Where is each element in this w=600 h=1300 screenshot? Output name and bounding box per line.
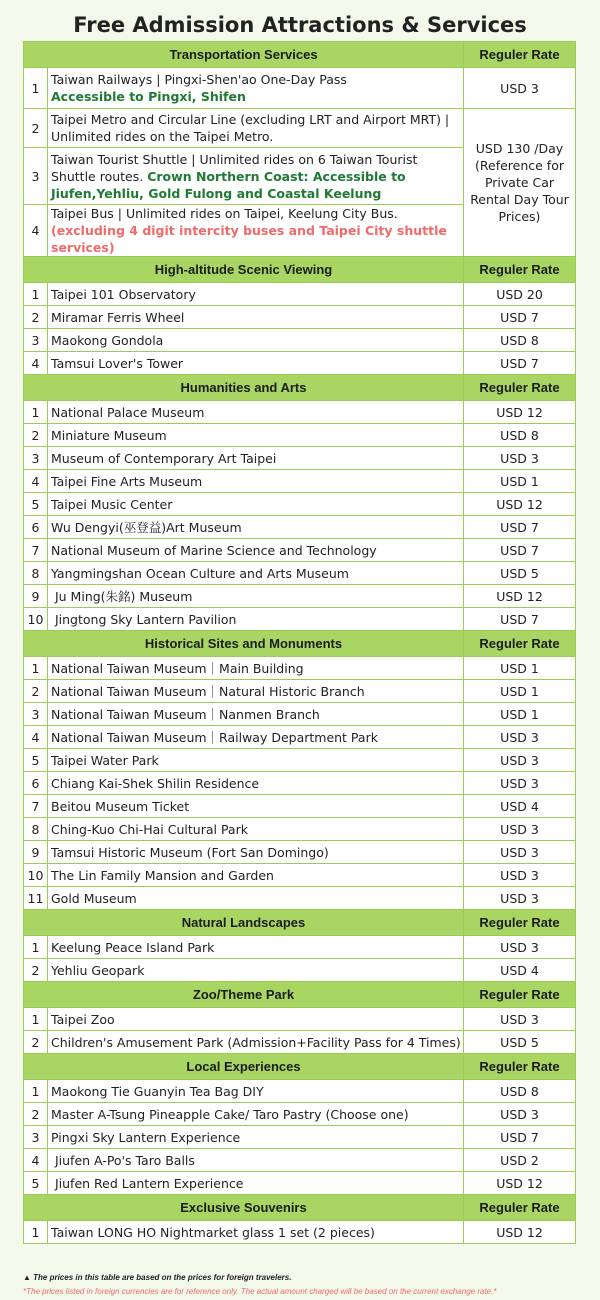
item-name: Taiwan LONG HO Nightmarket glass 1 set (2 pieces) (48, 1221, 464, 1244)
section-header: Transportation Services (24, 42, 464, 68)
item-name: Museum of Contemporary Art Taipei (48, 447, 464, 470)
item-rate: USD 3 (464, 841, 576, 864)
row-number: 4 (24, 352, 48, 375)
rate-header: Reguler Rate (464, 982, 576, 1008)
item-name: Chiang Kai-Shek Shilin Residence (48, 772, 464, 795)
item-name: Ching-Kuo Chi-Hai Cultural Park (48, 818, 464, 841)
item-name (48, 205, 464, 257)
item-rate: USD 5 (464, 1031, 576, 1054)
section-header-row (24, 1054, 576, 1080)
table-row (24, 585, 576, 608)
rate-header: Reguler Rate (464, 375, 576, 401)
item-name: National Taiwan Museum｜Nanmen Branch (48, 703, 464, 726)
item-name: National Taiwan Museum｜Natural Historic Branch (48, 680, 464, 703)
row-number: 1 (24, 936, 48, 959)
table-row (24, 109, 576, 148)
table-row (24, 841, 576, 864)
section-header: High-altitude Scenic Viewing (24, 257, 464, 283)
item-rate: USD 2 (464, 1149, 576, 1172)
table-row (24, 1008, 576, 1031)
section-header-row (24, 1195, 576, 1221)
item-name: Jiufen A-Po's Taro Balls (48, 1149, 464, 1172)
table-row (24, 1221, 576, 1244)
item-rate: USD 1 (464, 657, 576, 680)
item-name: National Palace Museum (48, 401, 464, 424)
item-highlight: (excluding 4 digit intercity buses and Taipei City shuttle services) (51, 223, 447, 255)
item-rate: USD 7 (464, 516, 576, 539)
section-header: Local Experiences (24, 1054, 464, 1080)
row-number: 4 (24, 205, 48, 257)
row-number: 9 (24, 585, 48, 608)
table-row (24, 68, 576, 109)
section-header: Natural Landscapes (24, 910, 464, 936)
item-rate: USD 3 (464, 772, 576, 795)
row-number: 2 (24, 959, 48, 982)
item-rate: USD 3 (464, 749, 576, 772)
table-row (24, 424, 576, 447)
table-row (24, 726, 576, 749)
table-row (24, 1031, 576, 1054)
item-rate: USD 3 (464, 1008, 576, 1031)
item-rate: USD 8 (464, 424, 576, 447)
row-number: 7 (24, 795, 48, 818)
rate-header: Reguler Rate (464, 910, 576, 936)
row-number: 10 (24, 864, 48, 887)
table-row (24, 352, 576, 375)
item-rate: USD 3 (464, 936, 576, 959)
row-number: 4 (24, 726, 48, 749)
row-number: 4 (24, 470, 48, 493)
item-highlight: Crown Northern Coast: Accessible to Jiufen,Yehliu, Gold Fulong and Coastal Keelung (51, 168, 406, 201)
footnotes (23, 1271, 583, 1299)
table-row (24, 818, 576, 841)
page-title: Free Admission Attractions & Services (73, 13, 527, 37)
row-number: 5 (24, 1172, 48, 1195)
item-rate: USD 3 (464, 818, 576, 841)
table-row (24, 401, 576, 424)
rate-header: Reguler Rate (464, 42, 576, 68)
item-name: Taipei Water Park (48, 749, 464, 772)
row-number: 2 (24, 109, 48, 148)
section-header-row (24, 42, 576, 68)
item-rate: USD 20 (464, 283, 576, 306)
section-header-row (24, 257, 576, 283)
item-name-text: Taipei Bus | Unlimited rides on Taipei, Keelung City Bus. (51, 206, 398, 221)
item-name: Taipei Music Center (48, 493, 464, 516)
row-number: 11 (24, 887, 48, 910)
item-rate: USD 7 (464, 608, 576, 631)
row-number: 2 (24, 680, 48, 703)
row-number: 1 (24, 1080, 48, 1103)
row-number: 6 (24, 772, 48, 795)
item-name-text: Taiwan Railways | Pingxi-Shen'ao One-Day Pass (51, 72, 347, 87)
section-header: Humanities and Arts (24, 375, 464, 401)
item-name: Taipei Metro and Circular Line (excluding LRT and Airport MRT) | Unlimited rides on the Taipei Metro. (48, 109, 464, 148)
table-row (24, 562, 576, 585)
row-number: 1 (24, 68, 48, 109)
row-number: 2 (24, 1031, 48, 1054)
shared-rate: USD 130 /Day (Reference for Private Car Rental Day Tour Prices) (464, 109, 576, 257)
item-name: Yehliu Geopark (48, 959, 464, 982)
row-number: 3 (24, 703, 48, 726)
item-name: Gold Museum (48, 887, 464, 910)
section-header-row (24, 910, 576, 936)
table-row (24, 680, 576, 703)
table-row (24, 1149, 576, 1172)
item-name: Tamsui Historic Museum (Fort San Domingo) (48, 841, 464, 864)
item-name: National Taiwan Museum｜Main Building (48, 657, 464, 680)
table-row (24, 703, 576, 726)
item-name: Ju Ming(朱銘) Museum (48, 585, 464, 608)
item-name: The Lin Family Mansion and Garden (48, 864, 464, 887)
item-rate: USD 8 (464, 1080, 576, 1103)
item-rate: USD 7 (464, 539, 576, 562)
item-name: Maokong Gondola (48, 329, 464, 352)
row-number: 5 (24, 749, 48, 772)
row-number: 4 (24, 1149, 48, 1172)
item-rate: USD 3 (464, 726, 576, 749)
section-header-row (24, 631, 576, 657)
table-row (24, 887, 576, 910)
rate-header: Reguler Rate (464, 1054, 576, 1080)
row-number: 3 (24, 329, 48, 352)
row-number: 1 (24, 1221, 48, 1244)
item-rate: USD 12 (464, 585, 576, 608)
item-name: Beitou Museum Ticket (48, 795, 464, 818)
item-rate: USD 12 (464, 1172, 576, 1195)
table-row (24, 1080, 576, 1103)
row-number: 3 (24, 148, 48, 205)
row-number: 2 (24, 424, 48, 447)
item-name: Maokong Tie Guanyin Tea Bag DIY (48, 1080, 464, 1103)
row-number: 6 (24, 516, 48, 539)
item-rate: USD 1 (464, 680, 576, 703)
item-name: Master A-Tsung Pineapple Cake/ Taro Pastry (Choose one) (48, 1103, 464, 1126)
item-rate: USD 8 (464, 329, 576, 352)
rate-header: Reguler Rate (464, 257, 576, 283)
item-name: Miniature Museum (48, 424, 464, 447)
row-number: 8 (24, 818, 48, 841)
item-rate: USD 3 (464, 68, 576, 109)
item-name: Yangmingshan Ocean Culture and Arts Museum (48, 562, 464, 585)
footnote-foreign-prices: ▲ The prices in this table are based on the prices for foreign travelers. (23, 1273, 292, 1282)
table-row (24, 329, 576, 352)
item-rate: USD 3 (464, 887, 576, 910)
table-row (24, 959, 576, 982)
row-number: 2 (24, 1103, 48, 1126)
section-header-row (24, 375, 576, 401)
section-header: Historical Sites and Monuments (24, 631, 464, 657)
item-rate: USD 12 (464, 401, 576, 424)
table-row (24, 657, 576, 680)
row-number: 9 (24, 841, 48, 864)
row-number: 10 (24, 608, 48, 631)
item-name: Miramar Ferris Wheel (48, 306, 464, 329)
table-row (24, 1126, 576, 1149)
item-rate: USD 1 (464, 470, 576, 493)
row-number: 1 (24, 657, 48, 680)
item-name: Wu Dengyi(巫登益)Art Museum (48, 516, 464, 539)
item-rate: USD 7 (464, 352, 576, 375)
row-number: 3 (24, 447, 48, 470)
item-name: Pingxi Sky Lantern Experience (48, 1126, 464, 1149)
table-row (24, 470, 576, 493)
item-rate: USD 3 (464, 864, 576, 887)
item-name-text: Taiwan Tourist Shuttle | Unlimited rides on 6 Taiwan Tourist Shuttle routes. (51, 151, 418, 184)
item-name: Taipei Zoo (48, 1008, 464, 1031)
section-header: Exclusive Souvenirs (24, 1195, 464, 1221)
item-name: National Museum of Marine Science and Technology (48, 539, 464, 562)
item-rate: USD 3 (464, 447, 576, 470)
table-row (24, 772, 576, 795)
table-row (24, 447, 576, 470)
item-rate: USD 3 (464, 1103, 576, 1126)
table-row (24, 306, 576, 329)
item-name: Jiufen Red Lantern Experience (48, 1172, 464, 1195)
item-name: National Taiwan Museum｜Railway Department Park (48, 726, 464, 749)
item-name (48, 148, 464, 205)
table-row (24, 539, 576, 562)
item-name: Tamsui Lover's Tower (48, 352, 464, 375)
item-rate: USD 4 (464, 959, 576, 982)
item-name: Taipei Fine Arts Museum (48, 470, 464, 493)
rate-header: Reguler Rate (464, 631, 576, 657)
table-row (24, 1172, 576, 1195)
item-highlight: Accessible to Pingxi, Shifen (51, 89, 246, 104)
row-number: 1 (24, 401, 48, 424)
item-rate: USD 12 (464, 1221, 576, 1244)
row-number: 3 (24, 1126, 48, 1149)
item-rate: USD 1 (464, 703, 576, 726)
item-name: Keelung Peace Island Park (48, 936, 464, 959)
row-number: 1 (24, 1008, 48, 1031)
section-header-row (24, 982, 576, 1008)
section-header: Zoo/Theme Park (24, 982, 464, 1008)
item-name (48, 68, 464, 109)
item-name: Taipei 101 Observatory (48, 283, 464, 306)
table-row (24, 936, 576, 959)
row-number: 5 (24, 493, 48, 516)
row-number: 1 (24, 283, 48, 306)
table-row (24, 749, 576, 772)
item-name: Children's Amusement Park (Admission+Facility Pass for 4 Times) (48, 1031, 464, 1054)
item-name: Jingtong Sky Lantern Pavilion (48, 608, 464, 631)
table-row (24, 864, 576, 887)
item-rate: USD 12 (464, 493, 576, 516)
table-row (24, 795, 576, 818)
item-rate: USD 7 (464, 306, 576, 329)
item-rate: USD 4 (464, 795, 576, 818)
table-row (24, 516, 576, 539)
table-row (24, 1103, 576, 1126)
table-row (24, 283, 576, 306)
table-row (24, 608, 576, 631)
item-rate: USD 5 (464, 562, 576, 585)
row-number: 8 (24, 562, 48, 585)
item-rate: USD 7 (464, 1126, 576, 1149)
rate-header: Reguler Rate (464, 1195, 576, 1221)
row-number: 2 (24, 306, 48, 329)
row-number: 7 (24, 539, 48, 562)
table-row (24, 493, 576, 516)
footnote-exchange-rate: *The prices listed in foreign currencies are for reference only. The actual amount charged will be based on the current exchange rate.* (23, 1287, 497, 1296)
attractions-table (23, 41, 576, 1244)
